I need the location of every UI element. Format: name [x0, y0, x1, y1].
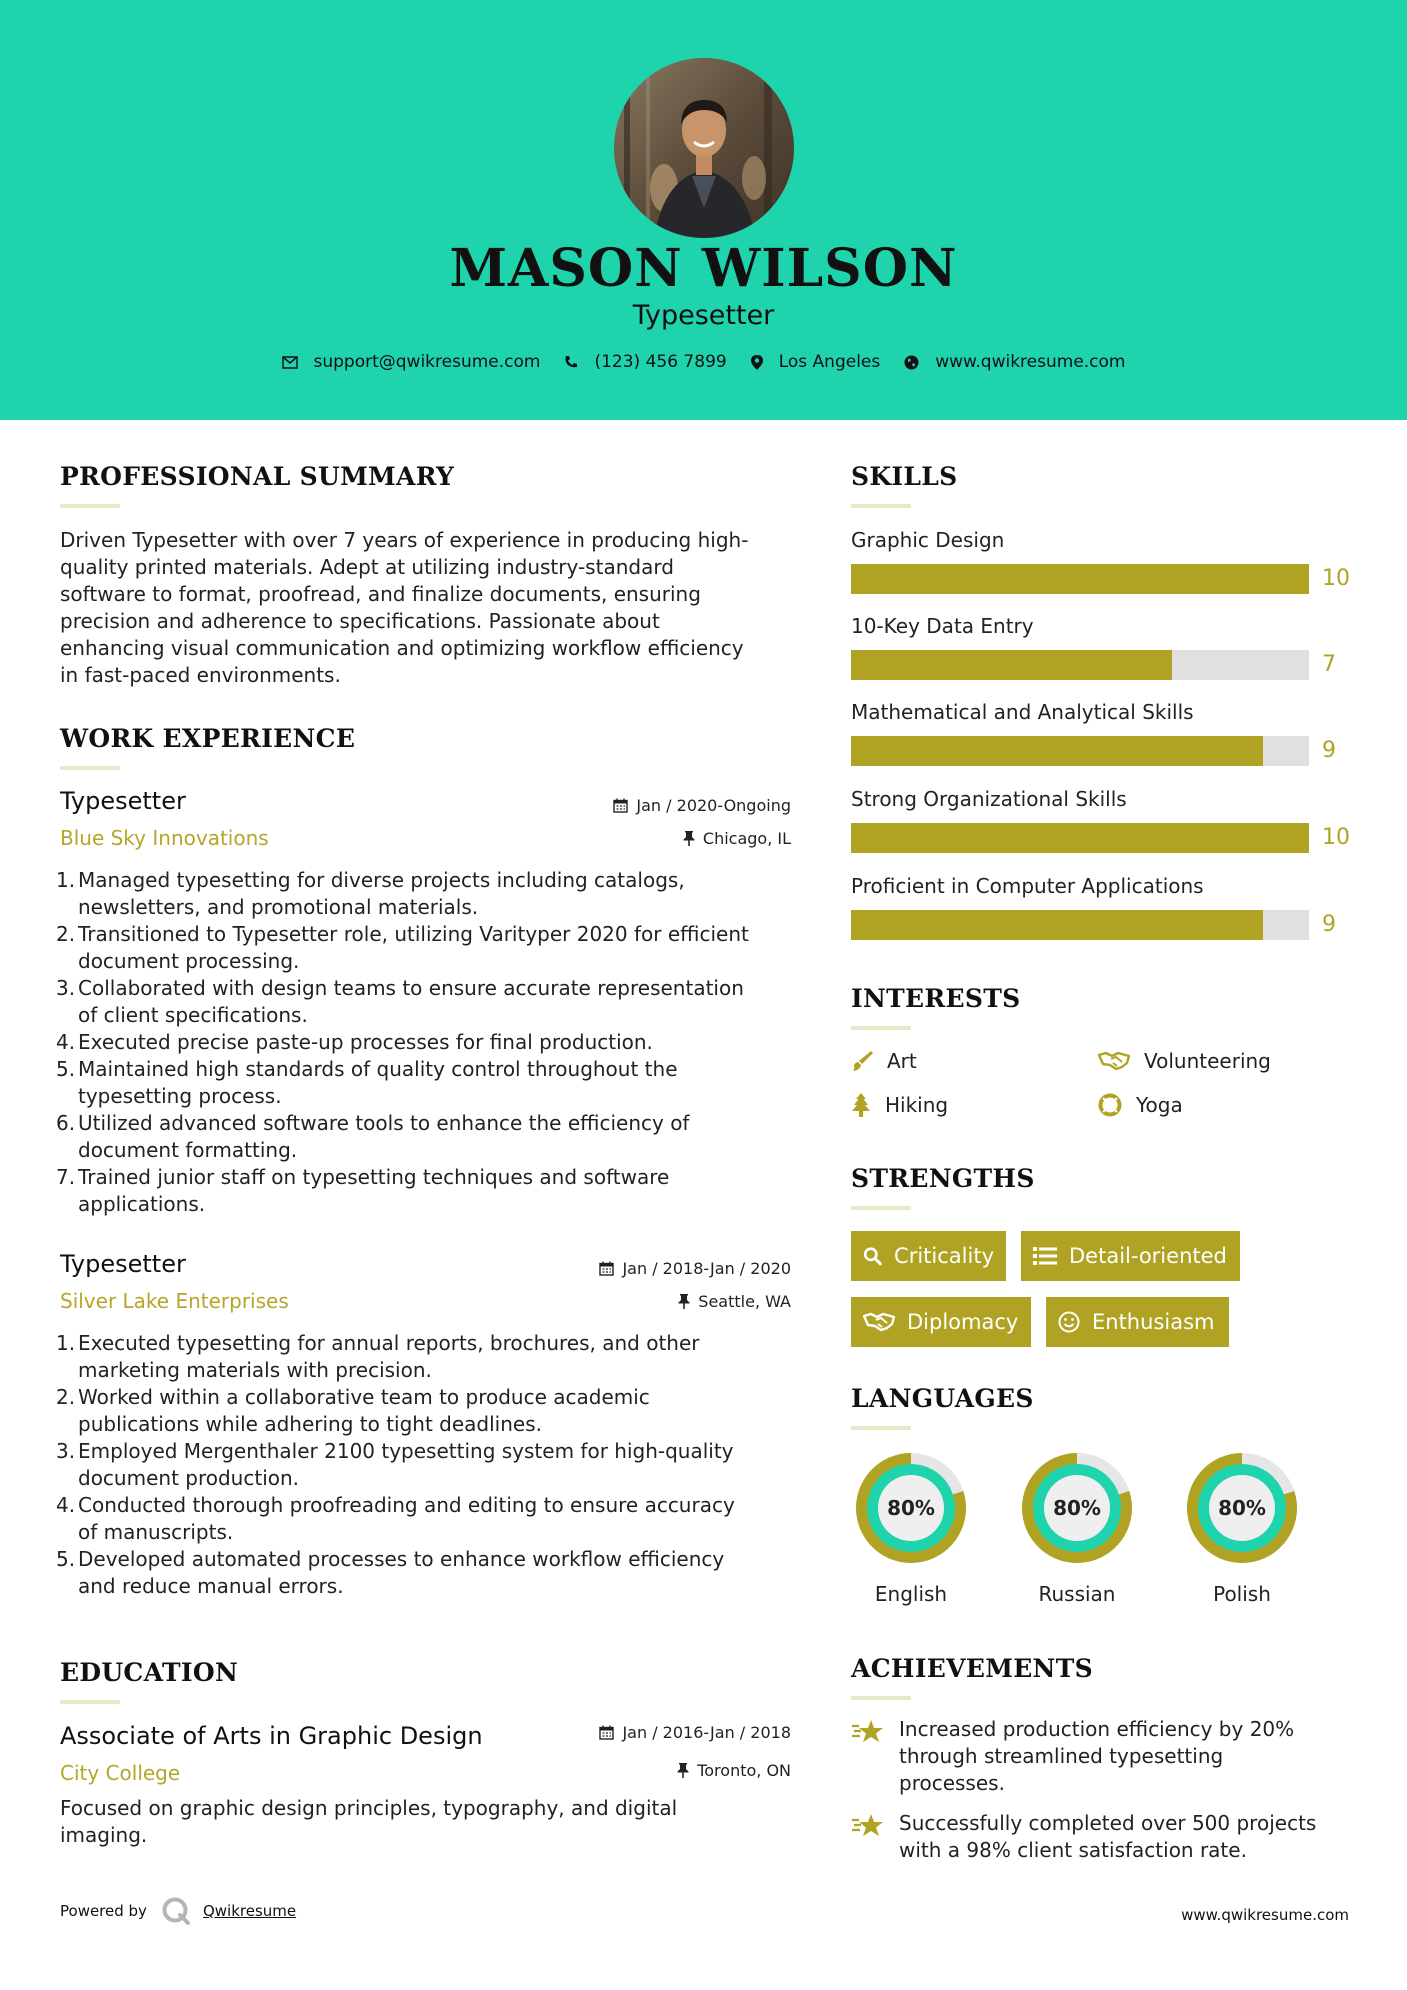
skill-value: 7	[1322, 652, 1336, 677]
location-text: Los Angeles	[778, 352, 881, 372]
education-location	[500, 1761, 791, 1780]
education-heading: EDUCATION	[60, 1658, 239, 1687]
achievement-item	[851, 1716, 1294, 1797]
work-heading: WORK EXPERIENCE	[60, 724, 356, 753]
list-item: 6. Utilized advanced software tools to enhance the efficiency of document formatting.	[56, 1111, 690, 1162]
job-title: Typesetter	[60, 1250, 186, 1278]
strength-label: Diplomacy	[907, 1310, 1019, 1334]
skill-label: Proficient in Computer Applications	[851, 874, 1204, 898]
strength-chip	[851, 1231, 1006, 1281]
calendar-icon	[613, 798, 628, 813]
strength-label: Criticality	[894, 1244, 994, 1268]
phone-icon	[564, 355, 578, 369]
candidate-name: MASON WILSON	[449, 238, 958, 299]
school-name: City College	[60, 1761, 181, 1785]
job-bullets	[56, 867, 800, 1218]
handshake-icon	[1098, 1051, 1130, 1071]
summary-line: software to format, proofread, and finalize documents, ensuring	[60, 582, 701, 606]
skill-bar-fill	[851, 736, 1263, 766]
star-trophy-icon	[851, 1718, 885, 1746]
footer-powered-by	[60, 1896, 296, 1926]
skill-value: 10	[1322, 825, 1350, 850]
interests-heading: INTERESTS	[851, 984, 1021, 1013]
star-trophy-icon	[851, 1812, 885, 1840]
job-location	[500, 1292, 791, 1311]
pushpin-icon	[678, 1294, 690, 1309]
job-bullets	[56, 1330, 800, 1600]
interest-label: Volunteering	[1144, 1049, 1271, 1073]
job-title: Typesetter	[60, 787, 186, 815]
list-item: 1. Executed typesetting for annual reports, brochures, and other marketing materials with precision.	[56, 1331, 700, 1382]
pushpin-icon	[683, 831, 695, 846]
strength-chip	[1021, 1231, 1240, 1281]
language-percent: 80%	[887, 1496, 935, 1520]
contact-phone[interactable]	[564, 352, 726, 372]
language-gauge	[1016, 1447, 1138, 1569]
job-dates	[500, 796, 791, 815]
achievement-text: Successfully completed over 500 projects with a 98% client satisfaction rate.	[899, 1811, 1317, 1862]
paintbrush-icon	[851, 1050, 873, 1072]
language-name: Polish	[1213, 1582, 1271, 1606]
candidate-title: Typesetter	[632, 300, 775, 331]
skill-bar	[851, 650, 1309, 680]
interest-label: Yoga	[1136, 1093, 1183, 1117]
education-line: imaging.	[60, 1823, 148, 1847]
section-rule	[851, 504, 911, 508]
skill-bar	[851, 910, 1309, 940]
tree-icon	[851, 1093, 871, 1117]
footer-website[interactable]: www.qwikresume.com	[1181, 1906, 1349, 1924]
summary-line: in fast-paced environments.	[60, 663, 341, 687]
header-banner	[0, 0, 1407, 420]
job-dates-text: Jan / 2018-Jan / 2020	[622, 1259, 791, 1278]
qwikresume-link[interactable]: Qwikresume	[202, 1902, 297, 1920]
skill-label: 10-Key Data Entry	[851, 614, 1034, 638]
education-dates	[500, 1723, 791, 1742]
qwikresume-logo-icon	[161, 1896, 191, 1926]
avatar	[614, 58, 794, 238]
smile-icon	[1058, 1311, 1080, 1333]
summary-text	[60, 527, 800, 689]
education-description	[60, 1795, 800, 1849]
calendar-icon	[599, 1725, 614, 1740]
list-item: 5. Developed automated processes to enhance workflow efficiency and reduce manual errors.	[56, 1547, 725, 1598]
section-rule	[851, 1426, 911, 1430]
skill-bar	[851, 823, 1309, 853]
language-percent: 80%	[1053, 1496, 1101, 1520]
language-gauge	[850, 1447, 972, 1569]
globe-icon	[904, 355, 919, 370]
skill-bar-fill	[851, 910, 1263, 940]
powered-by-label: Powered by	[60, 1902, 147, 1920]
skill-value: 9	[1322, 738, 1336, 763]
list-item: 1. Managed typesetting for diverse projects including catalogs, newsletters, and promotional materials.	[56, 868, 685, 919]
languages-heading: LANGUAGES	[851, 1384, 1034, 1413]
job-dates	[500, 1259, 791, 1278]
company-name: Blue Sky Innovations	[60, 826, 269, 850]
skill-value: 9	[1322, 912, 1336, 937]
interest-item	[1098, 1093, 1183, 1117]
list-item: 4. Executed precise paste-up processes for final production.	[56, 1030, 653, 1054]
language-gauge	[1181, 1447, 1303, 1569]
search-icon	[863, 1245, 882, 1267]
summary-line: Driven Typesetter with over 7 years of experience in producing high-	[60, 528, 749, 552]
skill-bar-fill	[851, 650, 1172, 680]
contact-email[interactable]	[282, 352, 541, 372]
job-location-text: Seattle, WA	[698, 1292, 791, 1311]
handshake-icon	[863, 1312, 895, 1332]
section-rule	[60, 1700, 120, 1704]
language-name: Russian	[1038, 1582, 1116, 1606]
strength-chip	[851, 1297, 1031, 1347]
skill-bar	[851, 564, 1309, 594]
website-text: www.qwikresume.com	[935, 352, 1126, 372]
interest-item	[851, 1049, 917, 1073]
strength-label: Enthusiasm	[1092, 1310, 1215, 1334]
strengths-heading: STRENGTHS	[851, 1164, 1035, 1193]
lifebuoy-icon	[1098, 1093, 1122, 1117]
language-name: English	[874, 1582, 948, 1606]
skill-bar-fill	[851, 823, 1309, 853]
job-location	[500, 829, 791, 848]
language-percent: 80%	[1218, 1496, 1266, 1520]
job-dates-text: Jan / 2020-Ongoing	[636, 796, 791, 815]
list-item: 5. Maintained high standards of quality control throughout the typesetting process.	[56, 1057, 678, 1108]
achievements-heading: ACHIEVEMENTS	[851, 1654, 1093, 1683]
skills-heading: SKILLS	[851, 462, 958, 491]
list-item: 4. Conducted thorough proofreading and editing to ensure accuracy of manuscripts.	[56, 1493, 735, 1544]
list-item: 2. Worked within a collaborative team to produce academic publications while adhering to tight deadlines.	[56, 1385, 650, 1436]
interest-label: Hiking	[885, 1093, 949, 1117]
summary-line: quality printed materials. Adept at utilizing industry-standard	[60, 555, 674, 579]
skill-label: Strong Organizational Skills	[851, 787, 1127, 811]
skill-bar	[851, 736, 1309, 766]
section-rule	[851, 1206, 911, 1210]
calendar-icon	[599, 1261, 614, 1276]
contact-location	[751, 352, 881, 372]
map-pin-icon	[751, 355, 763, 370]
strength-label: Detail-oriented	[1069, 1244, 1227, 1268]
contact-bar	[0, 352, 1407, 372]
section-rule	[851, 1696, 911, 1700]
pushpin-icon	[677, 1763, 689, 1778]
interest-item	[1098, 1049, 1271, 1073]
summary-line: enhancing visual communication and optimizing workflow efficiency	[60, 636, 744, 660]
interest-item	[851, 1093, 948, 1117]
skill-value: 10	[1322, 566, 1350, 591]
education-dates-text: Jan / 2016-Jan / 2018	[622, 1723, 791, 1742]
email-text: support@qwikresume.com	[313, 352, 541, 372]
summary-line: precision and adherence to specifications. Passionate about	[60, 609, 660, 633]
envelope-icon	[282, 356, 298, 369]
company-name: Silver Lake Enterprises	[60, 1289, 289, 1313]
skill-label: Mathematical and Analytical Skills	[851, 700, 1194, 724]
list-icon	[1033, 1246, 1057, 1266]
summary-heading: PROFESSIONAL SUMMARY	[60, 462, 455, 491]
list-item: 7. Trained junior staff on typesetting techniques and software applications.	[56, 1165, 670, 1216]
degree-title: Associate of Arts in Graphic Design	[60, 1722, 483, 1750]
strength-chip	[1046, 1297, 1229, 1347]
skill-bar-fill	[851, 564, 1309, 594]
list-item: 3. Collaborated with design teams to ensure accurate representation of client specifications.	[56, 976, 744, 1027]
job-location-text: Chicago, IL	[702, 829, 791, 848]
education-line: Focused on graphic design principles, typography, and digital	[60, 1796, 678, 1820]
interest-label: Art	[887, 1049, 917, 1073]
phone-text: (123) 456 7899	[594, 352, 727, 372]
education-location-text: Toronto, ON	[697, 1761, 791, 1780]
contact-website[interactable]	[904, 352, 1125, 372]
skill-label: Graphic Design	[851, 528, 1005, 552]
achievement-item	[851, 1810, 1316, 1864]
section-rule	[851, 1026, 911, 1030]
section-rule	[60, 766, 120, 770]
list-item: 3. Employed Mergenthaler 2100 typesetting system for high-quality document production.	[56, 1439, 734, 1490]
section-rule	[60, 504, 120, 508]
list-item: 2. Transitioned to Typesetter role, utilizing Varityper 2020 for efficient document processing.	[56, 922, 749, 973]
achievement-text: Increased production efficiency by 20% through streamlined typesetting processes.	[899, 1717, 1295, 1795]
